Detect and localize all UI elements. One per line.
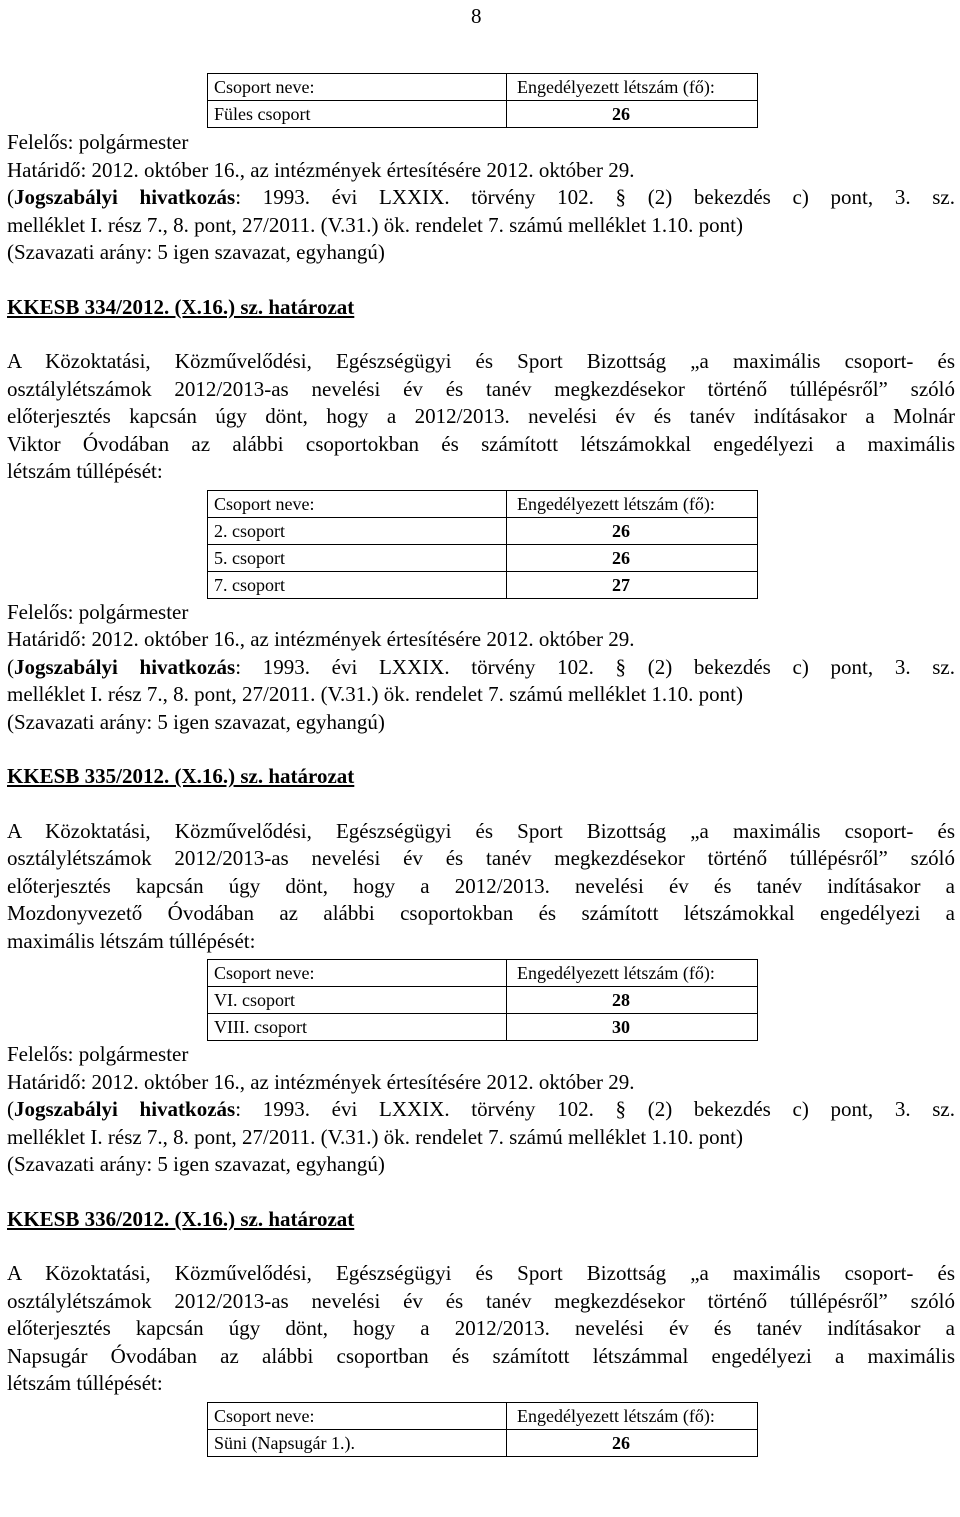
deadline-line: Határidő: 2012. október 16., az intézmények értesítésére 2012. október 29. bbox=[7, 157, 635, 182]
table-row bbox=[208, 571, 758, 598]
group-count: 27 bbox=[507, 571, 758, 598]
table-header-count: Engedélyezett létszám (fő): bbox=[507, 960, 758, 987]
resolution-text: A Közoktatási, Közművelődési, Egészségügyi és Sport Bizottság „a maximális csoport- és osztálylétszámok 2012/2013-as nevelési év és tanév megkezdésekor történő túllépésről” szóló előterjesztés kapcsán úgy dönt, hogy a 2012/2013. nevelési év és tanév indításakor a Mozdonyvezető Óvodában az alábbi csoportokban és számított létszámokkal engedélyezi a maximális létszám túllépését: bbox=[7, 818, 955, 953]
responsible-line: Felelős: polgármester bbox=[7, 130, 189, 154]
responsible-line: Felelős: polgármester bbox=[7, 1042, 189, 1066]
resolution-heading: KKESB 335/2012. (X.16.) sz. határozat bbox=[7, 764, 355, 788]
legal-reference-line: (Jogszabályi hivatkozás: 1993. évi LXXIX. törvény 102. § (2) bekezdés c) pont, 3. sz. bbox=[7, 185, 955, 209]
resolution-heading: KKESB 334/2012. (X.16.) sz. határozat bbox=[7, 294, 355, 319]
table-header-row bbox=[208, 960, 758, 987]
table-header-row bbox=[208, 1402, 758, 1429]
group-name: Füles csoport bbox=[208, 101, 507, 128]
group-count: 26 bbox=[507, 1429, 758, 1456]
legal-reference-line-2: melléklet I. rész 7., 8. pont, 27/2011. (V.31.) ök. rendelet 7. számú melléklet 1.10. pont) bbox=[7, 682, 744, 706]
group-table bbox=[207, 1402, 758, 1457]
resolution-text: A Közoktatási, Közművelődési, Egészségügyi és Sport Bizottság „a maximális csoport- és osztálylétszámok 2012/2013-as nevelési év és tanév megkezdésekor történő túllépésről” szóló előterjesztés kapcsán úgy dönt, hogy a 2012/2013. nevelési év és tanév indításakor a Molnár Viktor Óvodában az alábbi csoportokban és számított létszámokkal engedélyezi a maximális létszám túllépését: bbox=[7, 349, 955, 483]
legal-reference-label: Jogszabályi hivatkozás bbox=[14, 1097, 236, 1121]
vote-ratio-line: (Szavazati arány: 5 igen szavazat, egyhangú) bbox=[7, 240, 385, 264]
deadline-line: Határidő: 2012. október 16., az intézmények értesítésére 2012. október 29. bbox=[7, 627, 635, 651]
table-row bbox=[208, 1014, 758, 1041]
table-row bbox=[208, 101, 758, 128]
group-count: 26 bbox=[507, 544, 758, 571]
document-page bbox=[7, 0, 955, 1457]
group-name: 7. csoport bbox=[208, 571, 507, 598]
responsible-line: Felelős: polgármester bbox=[7, 599, 189, 624]
table-row bbox=[208, 987, 758, 1014]
group-count: 30 bbox=[507, 1014, 758, 1041]
group-table bbox=[207, 73, 758, 128]
table-header-count: Engedélyezett létszám (fő): bbox=[507, 74, 758, 101]
resolution-heading: KKESB 336/2012. (X.16.) sz. határozat bbox=[7, 1206, 355, 1231]
table-header-count: Engedélyezett létszám (fő): bbox=[507, 490, 758, 517]
table-header-name: Csoport neve: bbox=[208, 1402, 507, 1429]
group-name: 2. csoport bbox=[208, 517, 507, 544]
table-header-row bbox=[208, 490, 758, 517]
legal-reference-line: (Jogszabályi hivatkozás: 1993. évi LXXIX. törvény 102. § (2) bekezdés c) pont, 3. sz. bbox=[7, 1097, 955, 1121]
deadline-line: Határidő: 2012. október 16., az intézmények értesítésére 2012. október 29. bbox=[7, 1069, 635, 1094]
group-table bbox=[207, 959, 758, 1041]
group-name: 5. csoport bbox=[208, 544, 507, 571]
group-name: VI. csoport bbox=[208, 987, 507, 1014]
vote-ratio-line: (Szavazati arány: 5 igen szavazat, egyhangú) bbox=[7, 709, 385, 734]
page-number: 8 bbox=[471, 4, 482, 28]
legal-reference-label: Jogszabályi hivatkozás bbox=[14, 654, 236, 679]
table-header-name: Csoport neve: bbox=[208, 74, 507, 101]
group-count: 28 bbox=[507, 987, 758, 1014]
legal-reference-label: Jogszabályi hivatkozás bbox=[14, 185, 236, 209]
group-name: VIII. csoport bbox=[208, 1014, 507, 1041]
group-count: 26 bbox=[507, 101, 758, 128]
table-row bbox=[208, 517, 758, 544]
legal-reference-line-2: melléklet I. rész 7., 8. pont, 27/2011. (V.31.) ök. rendelet 7. számú melléklet 1.10. pont) bbox=[7, 1124, 744, 1149]
table-header-row bbox=[208, 74, 758, 101]
group-count: 26 bbox=[507, 517, 758, 544]
table-header-count: Engedélyezett létszám (fő): bbox=[507, 1402, 758, 1429]
vote-ratio-line: (Szavazati arány: 5 igen szavazat, egyhangú) bbox=[7, 1152, 385, 1176]
table-header-name: Csoport neve: bbox=[208, 960, 507, 987]
group-name: Süni (Napsugár 1.). bbox=[208, 1429, 507, 1456]
group-table bbox=[207, 490, 758, 599]
table-row bbox=[208, 544, 758, 571]
table-header-name: Csoport neve: bbox=[208, 490, 507, 517]
table-row bbox=[208, 1429, 758, 1456]
resolution-text: A Közoktatási, Közművelődési, Egészségügyi és Sport Bizottság „a maximális csoport- és osztálylétszámok 2012/2013-as nevelési év és tanév megkezdésekor történő túllépésről” szóló előterjesztés kapcsán úgy dönt, hogy a 2012/2013. nevelési év és tanév indításakor a Napsugár Óvodában az alábbi csoportban és számított létszámmal engedélyezi a maximális létszám túllépését: bbox=[7, 1261, 955, 1395]
legal-reference-line: (Jogszabályi hivatkozás: 1993. évi LXXIX. törvény 102. § (2) bekezdés c) pont, 3. sz. bbox=[7, 654, 955, 679]
legal-reference-line-2: melléklet I. rész 7., 8. pont, 27/2011. (V.31.) ök. rendelet 7. számú melléklet 1.10. pont) bbox=[7, 212, 744, 237]
